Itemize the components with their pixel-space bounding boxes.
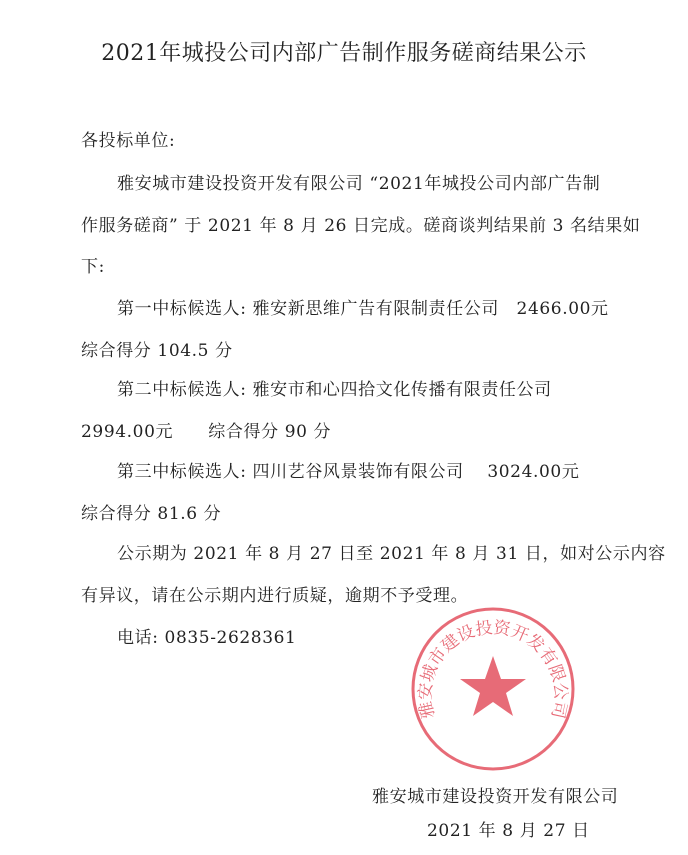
- signature-date: 2021 年 8 月 27 日: [427, 821, 590, 841]
- paragraph-line: 雅安城市建设投资开发有限公司 “2021年城投公司内部广告制: [117, 174, 601, 194]
- salutation: 各投标单位:: [81, 131, 176, 151]
- candidate-3: 第三中标候选人: 四川艺谷风景装饰有限公司 3024.00元: [117, 462, 580, 482]
- phone: 电话: 0835-2628361: [117, 628, 297, 648]
- paragraph-line: 下:: [81, 257, 105, 277]
- page-title: 2021年城投公司内部广告制作服务磋商结果公示: [101, 41, 587, 66]
- candidate-1-score: 综合得分 104.5 分: [81, 341, 233, 361]
- paragraph-line: 作服务磋商” 于 2021 年 8 月 26 日完成。磋商谈判结果前 3 名结果如: [81, 216, 641, 236]
- candidate-1: 第一中标候选人: 雅安新思维广告有限制责任公司 2466.00元: [117, 299, 609, 319]
- notice-line: 公示期为 2021 年 8 月 27 日至 2021 年 8 月 31 日，如对公示内容: [117, 544, 666, 564]
- company-seal: [410, 606, 576, 772]
- seal-text: 雅安城市建设投资开发有限公司: [415, 617, 571, 721]
- notice-line: 有异议，请在公示期内进行质疑，逾期不予受理。: [81, 586, 469, 606]
- candidate-2: 第二中标候选人: 雅安市和心四拾文化传播有限责任公司: [117, 380, 552, 400]
- candidate-2-score: 2994.00元 综合得分 90 分: [81, 422, 332, 442]
- star-icon: [460, 656, 526, 716]
- signature-company: 雅安城市建设投资开发有限公司: [372, 787, 619, 807]
- candidate-3-score: 综合得分 81.6 分: [81, 504, 222, 524]
